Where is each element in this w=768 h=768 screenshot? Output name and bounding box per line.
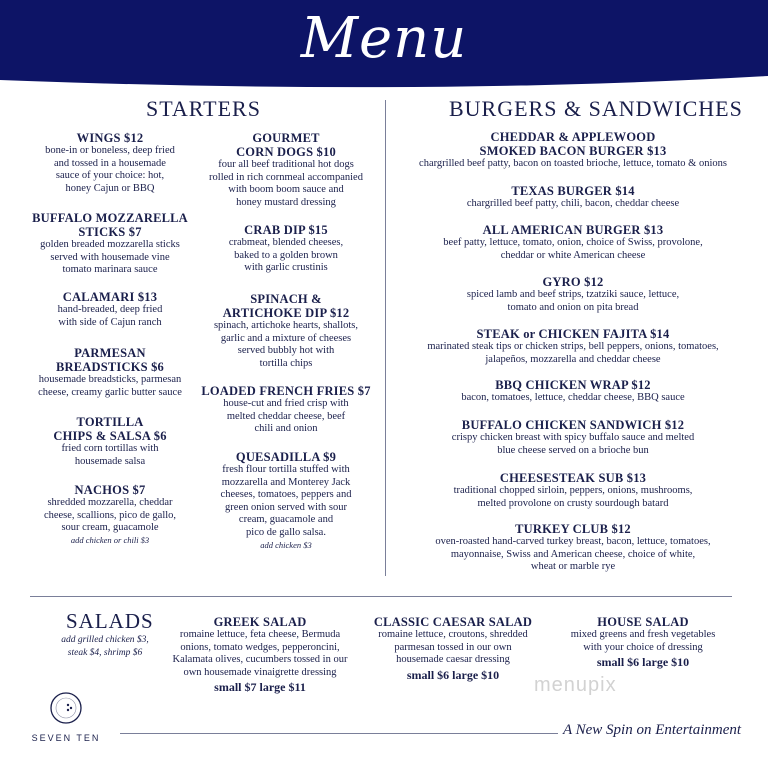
menu-item-loaded-fries [196, 384, 376, 436]
item-name: BUFFALO MOZZARELLA STICKS $7 [32, 211, 188, 239]
item-name: CLASSIC CAESAR SALAD [373, 615, 533, 629]
item-desc: chargrilled beef patty, bacon on toasted brioche, lettuce, tomato & onions [419, 158, 727, 169]
item-desc: four all beef traditional hot dogs rolled in rich cornmeal accompanied with boom boom sauce and honey mustard dressing [209, 159, 363, 208]
item-price: small $6 large $10 [406, 667, 500, 682]
item-desc: hand-breaded, deep fried with side of Cajun ranch [57, 304, 163, 328]
item-desc: fresh flour tortilla stuffed with mozzarella and Monterey Jack cheeses, tomatoes, peppers and green onion served with sour cream, guacamole and pico de gallo salsa. [220, 464, 352, 538]
item-name: CHEESESTEAK SUB $13 [499, 471, 647, 485]
watermark: menupix [534, 674, 617, 696]
menu-item-turkey-club [393, 522, 753, 574]
menu-item-parmesan-breadsticks [20, 346, 200, 399]
item-name: NACHOS $7 [74, 483, 146, 497]
item-note: add chicken or chili $3 [70, 534, 150, 545]
item-name: PARMESAN BREADSTICKS $6 [55, 346, 165, 374]
item-desc: bone-in or boneless, deep fried and tossed in a housemade sauce of your choice: hot, honey Cajun or BBQ [45, 145, 175, 194]
item-name: BUFFALO CHICKEN SANDWICH $12 [461, 418, 685, 432]
item-name: WINGS $12 [76, 131, 144, 145]
item-name: LOADED FRENCH FRIES $7 [201, 384, 371, 398]
footer-rule [120, 733, 558, 734]
menu-item-wings [20, 131, 200, 195]
burgers-heading: BURGERS & SANDWICHES [449, 96, 743, 121]
item-desc: beef patty, lettuce, tomato, onion, choice of Swiss, provolone, cheddar or white American cheese [443, 237, 703, 261]
item-desc: traditional chopped sirloin, peppers, onions, mushrooms, melted provolone on crusty sourdough batard [453, 485, 693, 509]
header-banner [0, 0, 768, 92]
salad-addons-note: add grilled chicken $3, steak $4, shrimp $6 [61, 635, 149, 658]
item-name: CRAB DIP $15 [244, 223, 328, 237]
menu-item-corn-dogs [196, 131, 376, 209]
item-name: HOUSE SALAD [597, 615, 689, 629]
item-desc: romaine lettuce, feta cheese, Bermuda onions, tomato wedges, pepperoncini, Kalamata olives, cucumbers tossed in our own housemade vinaigrette dressing [172, 629, 348, 678]
item-desc: crispy chicken breast with spicy buffalo sauce and melted blue cheese served on a brioche bun [451, 432, 695, 456]
menu-item-gyro [393, 275, 753, 314]
item-name: CHEDDAR & APPLEWOOD SMOKED BACON BURGER $13 [479, 130, 667, 158]
item-desc: spiced lamb and beef strips, tzatziki sauce, lettuce, tomato and onion on pita bread [466, 289, 680, 313]
item-desc: spinach, artichoke hearts, shallots, garlic and a mixture of cheeses served bubbly hot with tortilla chips [213, 320, 359, 369]
item-desc: romaine lettuce, croutons, shredded parmesan tossed in our own housemade caesar dressing [378, 629, 528, 666]
item-name: GOURMET CORN DOGS $10 [236, 131, 336, 159]
item-desc: mixed greens and fresh vegetables with your choice of dressing [570, 629, 716, 653]
tagline: A New Spin on Entertainment [563, 722, 742, 738]
salad-house [553, 615, 733, 670]
item-name: TEXAS BURGER $14 [511, 184, 635, 198]
item-price: small $7 large $11 [214, 680, 306, 695]
menu-item-buffalo-mozzarella [20, 211, 200, 277]
item-name: TURKEY CLUB $12 [515, 522, 631, 536]
menu-item-quesadilla [196, 450, 376, 551]
salads-heading: SALADS [66, 609, 154, 633]
starters-heading: STARTERS [146, 96, 261, 121]
logo-text: SEVEN TEN [31, 733, 101, 743]
item-desc: marinated steak tips or chicken strips, bell peppers, onions, tomatoes, jalapeños, mozzarella and cheddar cheese [427, 341, 719, 365]
item-desc: shredded mozzarella, cheddar cheese, scallions, pico de gallo, sour cream, guacamole [43, 497, 177, 534]
menu-item-texas-burger [393, 184, 753, 211]
item-name: ALL AMERICAN BURGER $13 [482, 223, 664, 237]
menu-item-crab-dip [196, 223, 376, 275]
item-desc: housemade breadsticks, parmesan cheese, creamy garlic butter sauce [38, 374, 182, 398]
column-divider [385, 100, 386, 576]
item-name: CALAMARI $13 [62, 290, 158, 304]
item-note: add chicken $3 [260, 539, 312, 550]
item-name: SPINACH & ARTICHOKE DIP $12 [222, 292, 350, 320]
menu-item-tortilla-chips [20, 415, 200, 468]
menu-item-spinach-artichoke [196, 292, 376, 370]
item-name: STEAK or CHICKEN FAJITA $14 [476, 327, 670, 341]
menu-item-all-american-burger [393, 223, 753, 262]
salad-greek [171, 615, 349, 695]
item-desc: bacon, tomatoes, lettuce, cheddar cheese, BBQ sauce [461, 392, 685, 403]
menu-item-cheesesteak-sub [393, 471, 753, 510]
item-desc: chargrilled beef patty, chili, bacon, cheddar cheese [466, 198, 680, 209]
menu-item-fajita [393, 327, 753, 366]
menu-item-bbq-chicken-wrap [393, 378, 753, 405]
item-name: QUESADILLA $9 [235, 450, 337, 464]
salads-divider [30, 596, 732, 597]
menu-item-nachos [20, 483, 200, 546]
item-desc: house-cut and fried crisp with melted cheddar cheese, beef chili and onion [223, 398, 349, 435]
item-name: TORTILLA CHIPS & SALSA $6 [53, 415, 167, 443]
salad-caesar [364, 615, 542, 683]
item-name: GYRO $12 [542, 275, 604, 289]
item-name: BBQ CHICKEN WRAP $12 [495, 378, 651, 392]
item-price: small $6 large $10 [596, 655, 690, 670]
item-name: GREEK SALAD [213, 615, 307, 629]
item-desc: golden breaded mozzarella sticks served with housemade vine tomato marinara sauce [40, 239, 180, 276]
menu-item-calamari [20, 290, 200, 329]
salad-addons [40, 634, 170, 659]
menu-item-cheddar-bacon-burger [393, 130, 753, 171]
item-desc: oven-roasted hand-carved turkey breast, bacon, lettuce, tomatoes, mayonnaise, Swiss and American cheese, choice of white, wheat or marble rye [435, 536, 711, 573]
item-desc: fried corn tortillas with housemade salsa [61, 443, 159, 467]
menu-title: Menu [300, 6, 468, 71]
menu-item-buffalo-chicken-sandwich [393, 418, 753, 457]
item-desc: crabmeat, blended cheeses, baked to a golden brown with garlic crustinis [228, 237, 344, 274]
